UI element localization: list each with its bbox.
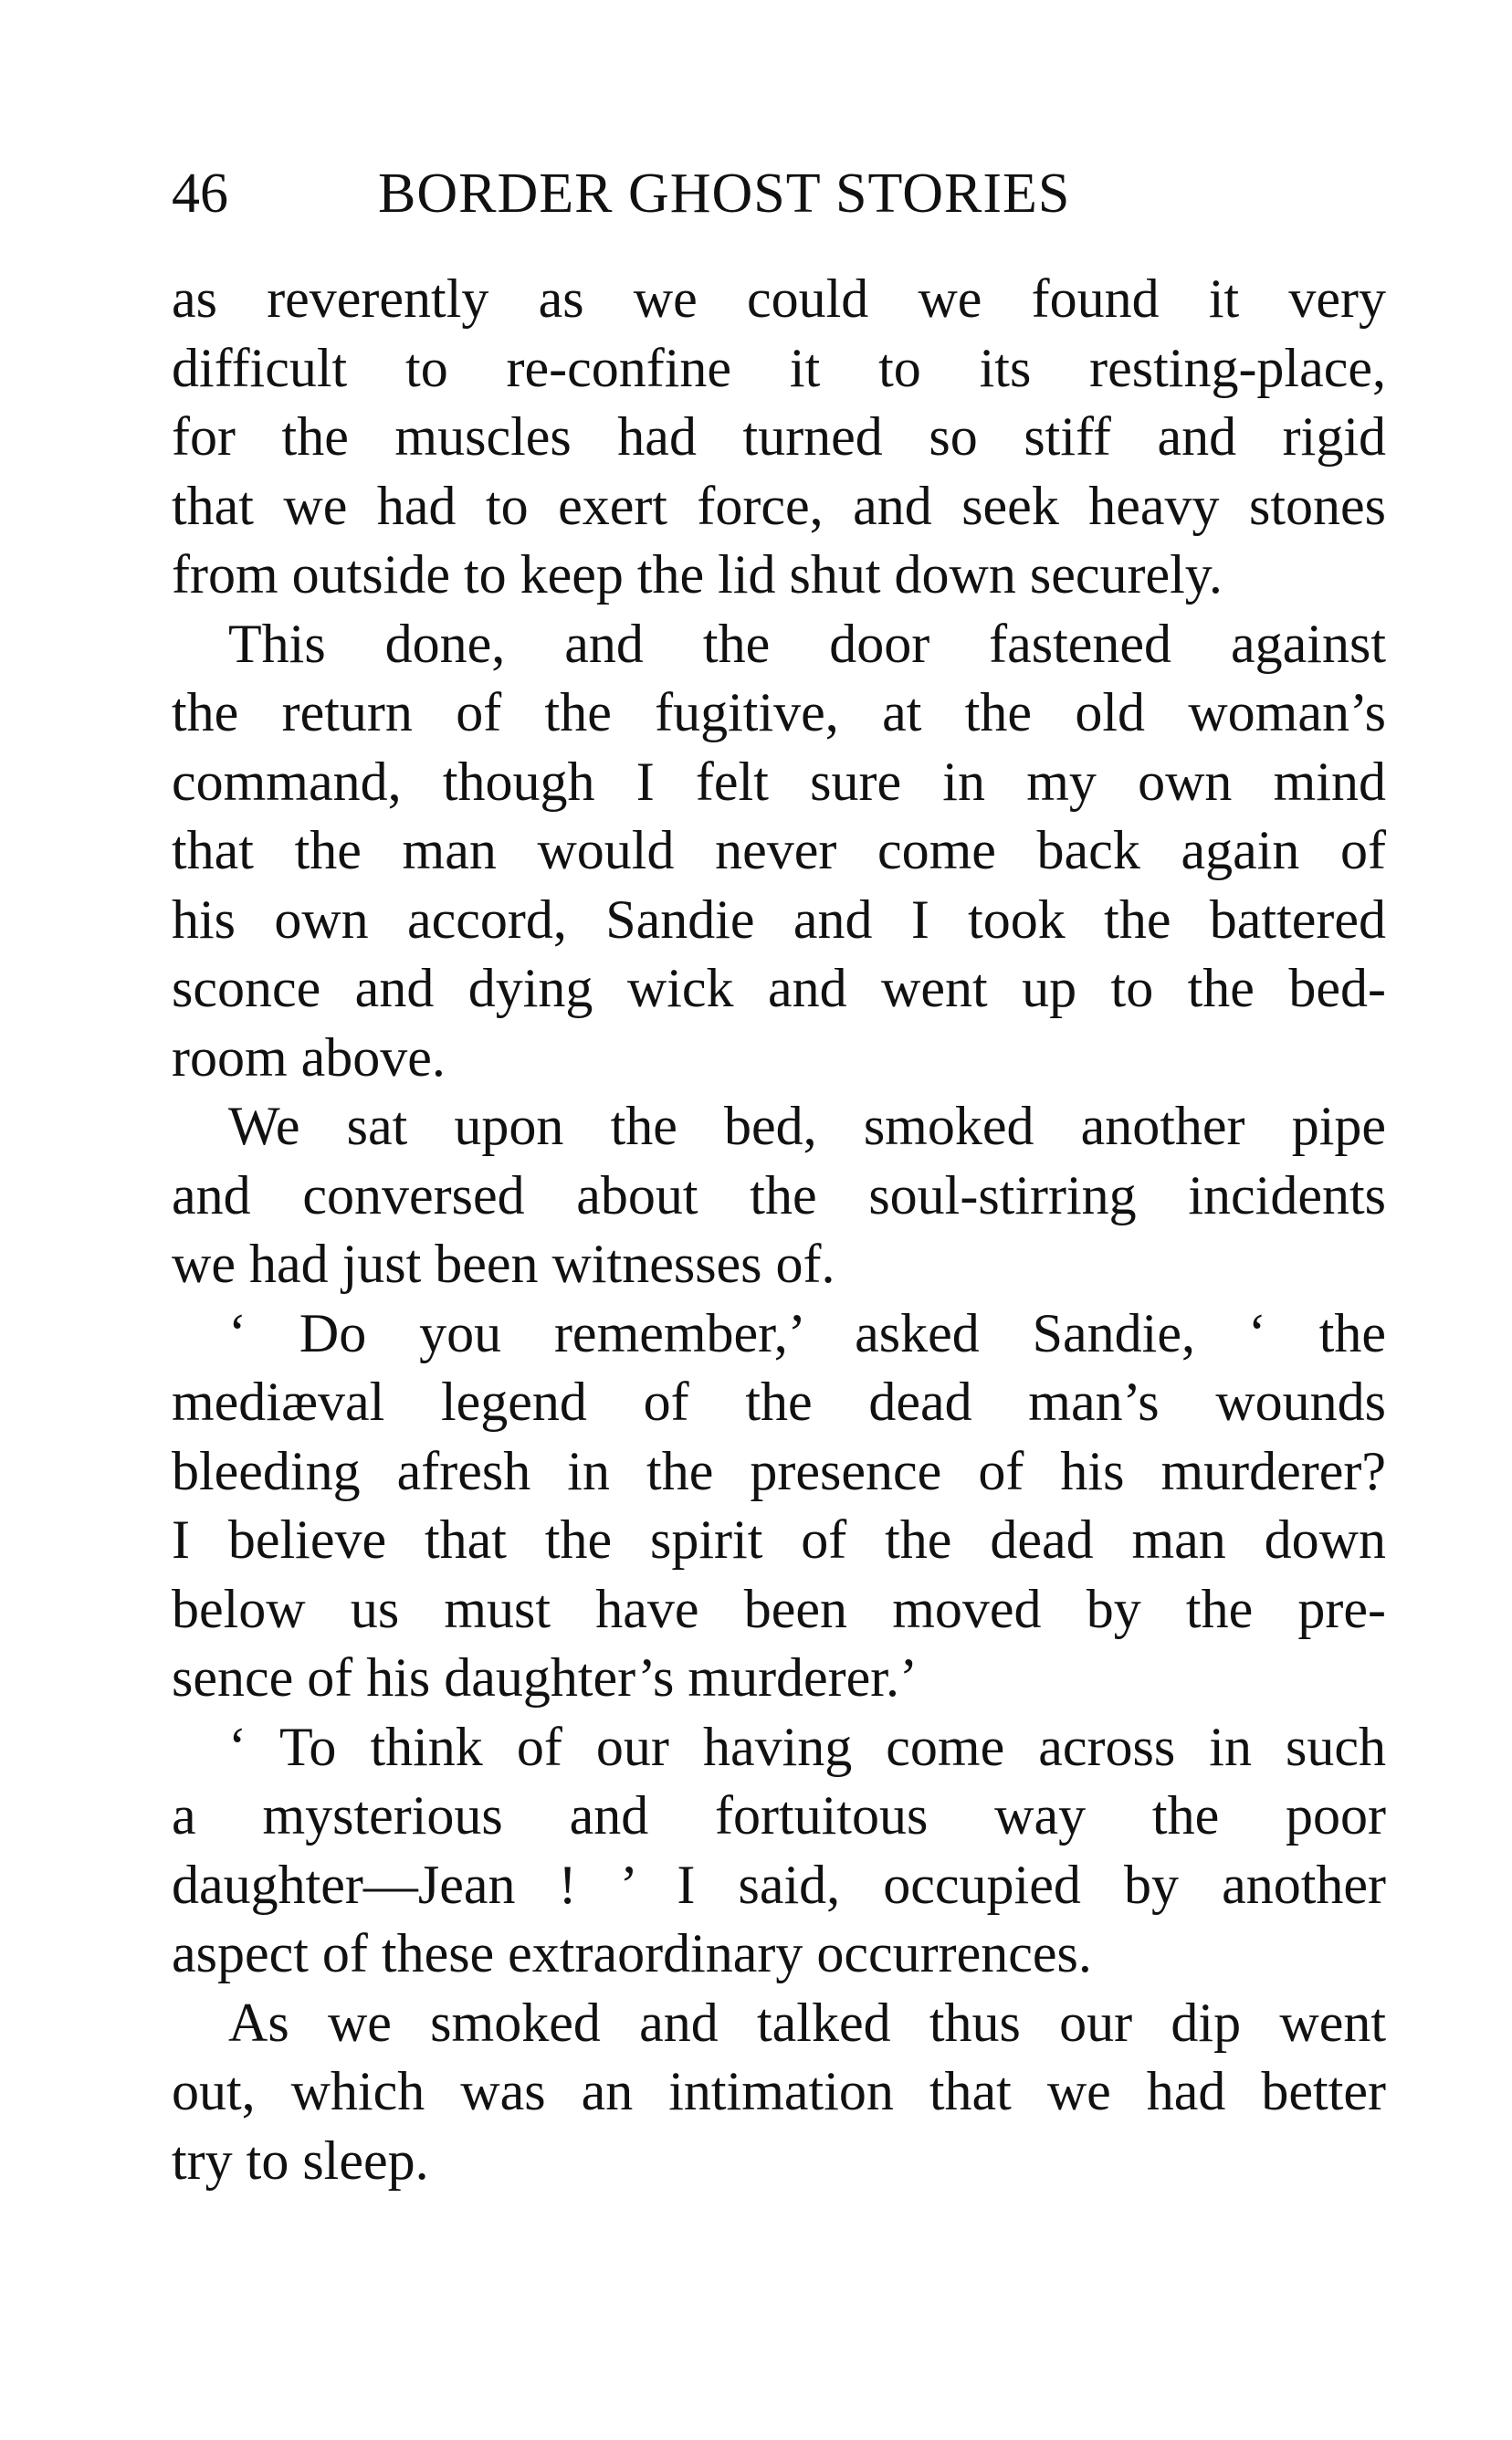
text-line: sence of his daughter’s murderer.’ (172, 1647, 918, 1708)
paragraph-first-line: ‘ To think of our having come across in such (228, 1716, 1386, 1777)
text-line: that we had to exert force, and seek heavy stones (172, 475, 1386, 536)
paragraph-first-line: We sat upon the bed, smoked another pipe (228, 1096, 1386, 1156)
running-head (172, 157, 1377, 230)
text-line: the return of the fugitive, at the old woman’s (172, 682, 1386, 742)
paragraph-first-line: As we smoked and talked thus our dip went (228, 1992, 1386, 2053)
body-text (172, 265, 1386, 2195)
text-line: I believe that the spirit of the dead man down (172, 1509, 1386, 1570)
text-line: command, though I felt sure in my own mind (172, 751, 1386, 812)
text-line: sconce and dying wick and went up to the bed- (172, 958, 1386, 1018)
text-line: below us must have been moved by the pre- (172, 1578, 1386, 1639)
text-line: difficult to re-confine it to its resting-place, (172, 337, 1386, 398)
text-line: for the muscles had turned so stiff and rigid (172, 406, 1386, 467)
text-line: room above. (172, 1026, 446, 1088)
text-line: aspect of these extraordinary occurrences. (172, 1923, 1092, 1983)
text-line: mediæval legend of the dead man’s wounds (172, 1372, 1386, 1432)
text-line: as reverently as we could we found it very (172, 268, 1386, 329)
text-line: try to sleep. (172, 2130, 429, 2191)
text-line: out, which was an intimation that we had better (172, 2061, 1386, 2121)
text-line: bleeding afresh in the presence of his murderer? (172, 1440, 1386, 1501)
running-title: BORDER GHOST STORIES (378, 163, 1071, 225)
page-number: 46 (172, 163, 228, 225)
text-line: and conversed about the soul-stirring incidents (172, 1164, 1386, 1225)
paragraph-first-line: This done, and the door fastened against (228, 613, 1386, 674)
paragraph-first-line: ‘ Do you remember,’ asked Sandie, ‘ the (228, 1302, 1386, 1363)
text-line: from outside to keep the lid shut down securely. (172, 544, 1223, 605)
text-line: his own accord, Sandie and I took the battered (172, 889, 1386, 950)
text-line: we had just been witnesses of. (172, 1234, 835, 1294)
text-line: that the man would never come back again of (172, 820, 1386, 880)
text-line: a mysterious and fortuitous way the poor (172, 1785, 1386, 1846)
text-line: daughter—Jean ! ’ I said, occupied by another (172, 1854, 1386, 1915)
